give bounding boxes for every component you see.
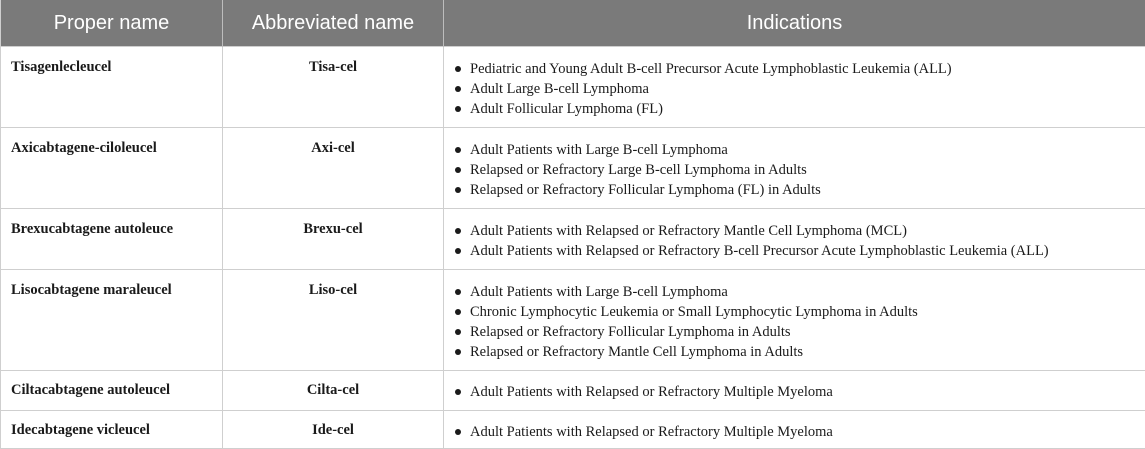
bullet-icon (455, 228, 461, 234)
table-row (1, 411, 1145, 449)
bullet-icon (455, 329, 461, 335)
bullet-icon (455, 187, 461, 193)
bullet-icon (455, 349, 461, 355)
abbreviated-name-cell: Liso-cel (223, 270, 444, 371)
table-row (1, 128, 1145, 209)
bullet-icon (455, 147, 461, 153)
bullet-icon (455, 86, 461, 92)
indications-list (454, 282, 1145, 362)
indications-list (454, 382, 1145, 402)
indication-text: Adult Patients with Large B-cell Lymphoma (470, 142, 728, 158)
indication-item (454, 382, 1145, 402)
indication-text: Pediatric and Young Adult B-cell Precursor Acute Lymphoblastic Leukemia (ALL) (470, 61, 952, 77)
bullet-icon (455, 167, 461, 173)
indication-item (454, 221, 1145, 241)
bullet-icon (455, 429, 461, 435)
indications-list (454, 221, 1145, 261)
indication-text: Chronic Lymphocytic Leukemia or Small Lymphocytic Lymphoma in Adults (470, 304, 918, 320)
table-row (1, 371, 1145, 411)
indications-cell (444, 128, 1145, 209)
indication-text: Adult Patients with Relapsed or Refractory Mantle Cell Lymphoma (MCL) (470, 223, 907, 239)
indication-item (454, 322, 1145, 342)
indication-item (454, 79, 1145, 99)
indications-cell (444, 411, 1145, 449)
bullet-icon (455, 389, 461, 395)
indication-item (454, 59, 1145, 79)
bullet-icon (455, 106, 461, 112)
indication-item (454, 342, 1145, 362)
indication-item (454, 180, 1145, 200)
indication-text: Adult Patients with Relapsed or Refractory Multiple Myeloma (470, 384, 833, 400)
indication-item (454, 241, 1145, 261)
indication-text: Adult Patients with Large B-cell Lymphoma (470, 284, 728, 300)
indication-item (454, 99, 1145, 119)
table-row (1, 270, 1145, 371)
indication-text: Adult Patients with Relapsed or Refractory B-cell Precursor Acute Lymphoblastic Leukemia (ALL) (470, 243, 1049, 259)
indication-text: Relapsed or Refractory Follicular Lymphoma in Adults (470, 324, 791, 340)
indications-list (454, 140, 1145, 200)
indications-cell (444, 270, 1145, 371)
indication-text: Adult Follicular Lymphoma (FL) (470, 101, 663, 117)
header-indications: Indications (444, 0, 1145, 47)
abbreviated-name-cell: Cilta-cel (223, 371, 444, 411)
indications-cell (444, 47, 1145, 128)
proper-name-cell: Axicabtagene-ciloleucel (1, 128, 223, 209)
proper-name-cell: Lisocabtagene maraleucel (1, 270, 223, 371)
header-abbreviated-name: Abbreviated name (223, 0, 444, 47)
abbreviated-name-cell: Ide-cel (223, 411, 444, 449)
abbreviated-name-cell: Axi-cel (223, 128, 444, 209)
indications-cell (444, 371, 1145, 411)
indication-text: Adult Large B-cell Lymphoma (470, 81, 649, 97)
indication-text: Relapsed or Refractory Large B-cell Lymphoma in Adults (470, 162, 807, 178)
indication-text: Relapsed or Refractory Mantle Cell Lymphoma in Adults (470, 344, 803, 360)
table-row (1, 47, 1145, 128)
indications-list (454, 59, 1145, 119)
indication-text: Adult Patients with Relapsed or Refractory Multiple Myeloma (470, 424, 833, 440)
table-row (1, 209, 1145, 270)
proper-name-cell: Brexucabtagene autoleuce (1, 209, 223, 270)
indication-item (454, 140, 1145, 160)
proper-name-cell: Idecabtagene vicleucel (1, 411, 223, 449)
indication-item (454, 160, 1145, 180)
indication-item (454, 422, 1145, 442)
header-row (1, 0, 1145, 47)
indication-item (454, 282, 1145, 302)
bullet-icon (455, 289, 461, 295)
indication-text: Relapsed or Refractory Follicular Lymphoma (FL) in Adults (470, 182, 821, 198)
bullet-icon (455, 309, 461, 315)
proper-name-cell: Ciltacabtagene autoleucel (1, 371, 223, 411)
header-proper-name: Proper name (1, 0, 223, 47)
abbreviated-name-cell: Brexu-cel (223, 209, 444, 270)
indication-item (454, 302, 1145, 322)
bullet-icon (455, 66, 461, 72)
bullet-icon (455, 248, 461, 254)
indications-list (454, 422, 1145, 442)
proper-name-cell: Tisagenlecleucel (1, 47, 223, 128)
abbreviated-name-cell: Tisa-cel (223, 47, 444, 128)
indications-cell (444, 209, 1145, 270)
